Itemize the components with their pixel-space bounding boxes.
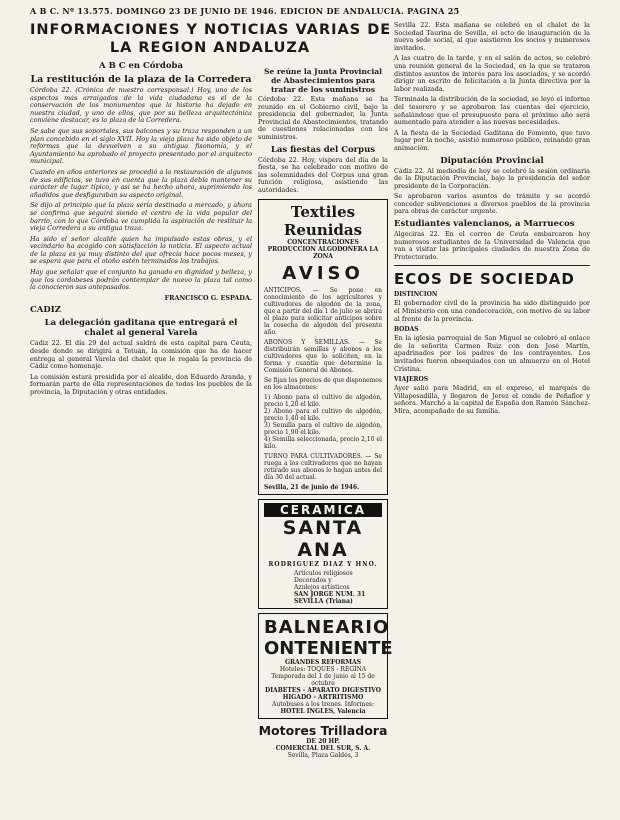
ecos-section-label: VIAJEROS	[394, 376, 429, 384]
aviso-title: AVISO	[282, 262, 364, 284]
ecos-title: ECOS DE SOCIEDAD	[394, 270, 575, 289]
article-paragraph: Se dijo al principio que la plaza sería destinada a mercado, y ahora se confirma que seguirá siendo el centro de la vida popular del barrio, con lo que Córdoba ve cumplida la aspiración de restituir la vieja Corredera a su antigua traza.	[30, 201, 252, 233]
motores-ad-line: Sevilla, Plaza Galdós, 3	[287, 751, 359, 759]
society-paragraph: Sevilla 22. Esta mañana se celebró en el chalet de la Sociedad Taurina de Sevilla, el acto de inauguración de la nueva sede social, al que asistieron los socios y numerosos invitados.	[394, 21, 590, 52]
balneario-ad-line: HOTEL INGLES, Valencia	[280, 707, 366, 715]
textiles-ad	[258, 199, 388, 495]
aviso-paragraph: ANTICIPOS. — Se pone en conocimiento de los agricultores y cultivadores de algodón de la zona, que a partir del día 1 de julio se abrirá el plazo para solicitar anticipos sobre la cosecha de algodón del presente año.	[264, 286, 382, 336]
junta-paragraph: Córdoba 22. Esta mañana se ha reunido en el Gobierno civil, bajo la presidencia del gobernador, la Junta Provincial de Abastecimientos, tratando de cuestiones relacionadas con los suministros.	[258, 95, 388, 141]
page-header: A B C. Nº 13.575. DOMINGO 23 DE JUNIO DE 1946. EDICION DE ANDALUCIA. PAGINA 25	[30, 6, 460, 16]
column-2	[258, 64, 393, 814]
balneario-ad	[258, 613, 393, 719]
article-paragraph: Se sabe que sus soportales, sus balcones y su traza responden a un plan concebido en el siglo XVII. Hoy la vieja plaza ha sido objeto de reformas que la devuelven a su antigua fisonomía, y el Ayuntamiento ha aprobado el proyecto presentado por el arquitecto municipal.	[30, 126, 252, 166]
ceramica-ad-line: SAN JORGE NUM. 31	[294, 590, 366, 598]
main-title-line-2: LA REGION ANDALUZA	[109, 40, 311, 56]
society-paragraph: A la fiesta de la Sociedad Gaditana de Fomento, que tuvo lugar por la noche, asistió numeroso público, reinando gran animación.	[394, 128, 590, 152]
price-item: 3) Semilla para el cultivo de algodón, precio 1,90 el kilo.	[264, 421, 382, 436]
balneario-ad-line: Hoteles: TOQUES - REGINA	[279, 665, 367, 673]
aviso-paragraph: Se fijan los precios de que disponemos en los almacenes:	[264, 376, 382, 391]
cadiz-headline: La delegación gaditana que entregará el chalet al general Varela	[44, 318, 238, 339]
junta-headline: Se reúne la Junta Provincial de Abastecimientos para tratar de los suministros	[264, 67, 382, 94]
cadiz-paragraph: La comisión estará presidida por el alcalde, don Eduardo Aranda, y formarán parte de ella representaciones de todos los pueblos de la provincia, la Diputación y otras entidades.	[30, 372, 252, 396]
ecos-section-label: BODAS	[394, 326, 419, 334]
fiestas-paragraph: Córdoba 22. Hoy, víspera del día de la fiesta, se ha celebrado con motivo de las solemnidades del Corpus una gran función religiosa, asistiendo las autoridades.	[258, 155, 388, 194]
motores-ad-subtitle: DE 20 HP.	[306, 737, 340, 745]
society-paragraph: A las cuatro de la tarde, y en el salón de actos, se celebró una reunión general de la Sociedad, en la que se trataron distintos asuntos de interés para los asociados, y se acordó dirigir un escrito de felicitación a la Junta directiva por la labor realizada.	[394, 54, 590, 93]
balneario-ad-title: BALNEARIO	[264, 616, 390, 638]
ceramica-ad-line: Decorados y	[294, 576, 332, 584]
motores-ad-title: Motores Trilladora	[258, 722, 388, 738]
textiles-ad-title: Textiles Reunidas	[283, 202, 363, 239]
aviso-date: Sevilla, 21 de junio de 1946.	[264, 483, 360, 491]
balneario-ad-subtitle: GRANDES REFORMAS	[284, 658, 362, 666]
ecos-section-text: En la iglesia parroquial de San Miguel se celebró el enlace de la señorita Carmen Ruiz con don José Martín, apadrinados por los padres de los contrayentes. Los invitados fueron obsequiados con un almuerzo en el Hotel Cristina.	[394, 334, 590, 373]
article-paragraph: Cuando en años anteriores se procedió a la restauración de algunos de sus edificios, se tuvo en cuenta que la plaza debía mantener su carácter de lugar típico, y así se ha hecho ahora, suprimiendo los añadidos que desfiguraban su aspecto original.	[30, 167, 252, 199]
diputacion-paragraph: Se aprobaron varios asuntos de trámite y se acordó conceder subvenciones a diversos pueblos de la provincia para obras de carácter urgente.	[394, 192, 590, 216]
article-headline: La restitución de la plaza de la Corredera	[30, 74, 252, 85]
ecos-section-text: Ayer salió para Madrid, en el expreso, el marqués de Villapesadilla, y llegaron de Jerez el conde de Peñaflor y señora. Marchó a la capital de España don Ramón Sánchez-Mira, acompañado de su familia.	[394, 384, 590, 415]
price-item: 1) Abono para el cultivo de algodón, precio 1,20 el kilo.	[264, 393, 382, 408]
ceramica-ad-title: CERAMICA	[264, 503, 382, 517]
ceramica-ad-line: Azulejos artísticos	[294, 583, 350, 591]
diputacion-paragraph: Cádiz 22. Al mediodía de hoy se celebró la sesión ordinaria de la Diputación Provincial, bajo la presidencia del señor presidente de la Corporación.	[394, 166, 590, 190]
article-paragraph: Ha sido el señor alcalde quien ha impulsado estas obras, y el vecindario ha acogido con satisfacción la noticia. El aspecto actual de la plaza es ya muy distinto del que ofrecía hace pocos meses, y se espera que para el otoño estén terminados los trabajos.	[30, 234, 252, 266]
ecos-section-text: El gobernador civil de la provincia ha sido distinguido por el Ministerio con una condecoración, con motivo de su labor al frente de la provincia.	[394, 299, 590, 323]
ceramica-ad-line: Artículos religiosos	[294, 569, 353, 577]
price-item: 4) Semilla seleccionada, precio 2,10 el kilo.	[264, 435, 382, 450]
column-3	[394, 22, 590, 814]
cadiz-paragraph: Cádiz 22. El día 29 del actual saldrá de esta capital para Ceuta, desde donde se dirigirá a Tetuán, la comisión que ha de hacer entrega al general Varela del chalet que le regala la provincia de Cádiz como homenaje.	[30, 339, 252, 371]
ceramica-ad-line: SEVILLA (Triana)	[294, 597, 353, 605]
estudiantes-paragraph: Algeciras 22. En el correo de Ceuta embarcaron hoy numerosos estudiantes de la Universidad de Valencia que van a visitar las principales ciudades de nuestra Zona de Protectorado.	[394, 230, 590, 261]
motores-ad-line: COMERCIAL DEL SUR, S. A.	[275, 744, 371, 752]
aviso-closing: TURNO PARA CULTIVADORES. — Se ruega a los cultivadores que no hayan retirado sus abonos lo hagan antes del día 30 del actual.	[264, 452, 382, 481]
estudiantes-headline: Estudiantes valencianos, a Marruecos	[394, 219, 575, 230]
balneario-ad-line: Autobuses a los trenes. Informes:	[272, 700, 374, 708]
section-title: A B C en Córdoba	[99, 61, 183, 71]
ceramica-ad-subtitle: RODRIGUEZ DIAZ Y HNO.	[268, 560, 378, 568]
aviso-paragraph: ABONOS Y SEMILLAS. — Se distribuirán semillas y abonos a los cultivadores que lo soliciten, en la forma y cuantía que determine la Comisión General de Abonos.	[264, 338, 382, 374]
society-paragraph: Terminada la distribución de la sociedad, se leyó el informe del tesorero y se aprobaron las cuentas del ejercicio, señalándose que el presupuesto para el próximo año será aumentado para atender a las nuevas necesidades.	[394, 95, 590, 127]
textiles-ad-subtitle: CONCENTRACIONES PRODUCCION ALGODONERA LA ZONA	[267, 238, 379, 260]
balneario-ad-line: HIGADO - ARTRITISMO	[282, 693, 364, 701]
ceramica-ad	[258, 499, 388, 609]
balneario-ad-line: DIABETES - APARATO DIGESTIVO	[265, 686, 381, 694]
balneario-ad-name: ONTENIENTE	[264, 637, 393, 659]
cadiz-label: CADIZ	[30, 305, 61, 316]
motores-ad	[258, 723, 388, 759]
divider	[394, 265, 590, 266]
ecos-section-label: DISTINCION	[394, 291, 438, 299]
main-title-line-1: INFORMACIONES Y NOTICIAS VARIAS DE	[30, 22, 392, 38]
ceramica-ad-name: SANTA ANA	[282, 516, 364, 561]
article-paragraph: Hay que señalar que el conjunto ha ganado en dignidad y belleza, y que los cordobeses podrán contemplar de nuevo la plaza tal como la conocieron sus antepasados.	[30, 268, 252, 292]
diputacion-headline: Diputación Provincial	[440, 155, 544, 166]
fiestas-headline: Las fiestas del Corpus	[270, 144, 376, 155]
article-paragraph: Córdoba 22. (Crónica de nuestro corresponsal.) Hoy, uno de los aspectos más arraigados de la vida ciudadana es el de la conservación de los monumentos que la historia ha dejado en nuestra ciudad, y uno de ellos, que por su belleza arquitectónica conviene destacar, es la plaza de la Corredera.	[30, 86, 252, 125]
article-signature: FRANCISCO G. ESPADA.	[164, 293, 252, 302]
price-item: 2) Abono para el cultivo de algodón, precio 1,40 el kilo.	[264, 407, 382, 422]
balneario-ad-line: Temporada del 1 de junio al 15 de octubre	[271, 672, 375, 687]
